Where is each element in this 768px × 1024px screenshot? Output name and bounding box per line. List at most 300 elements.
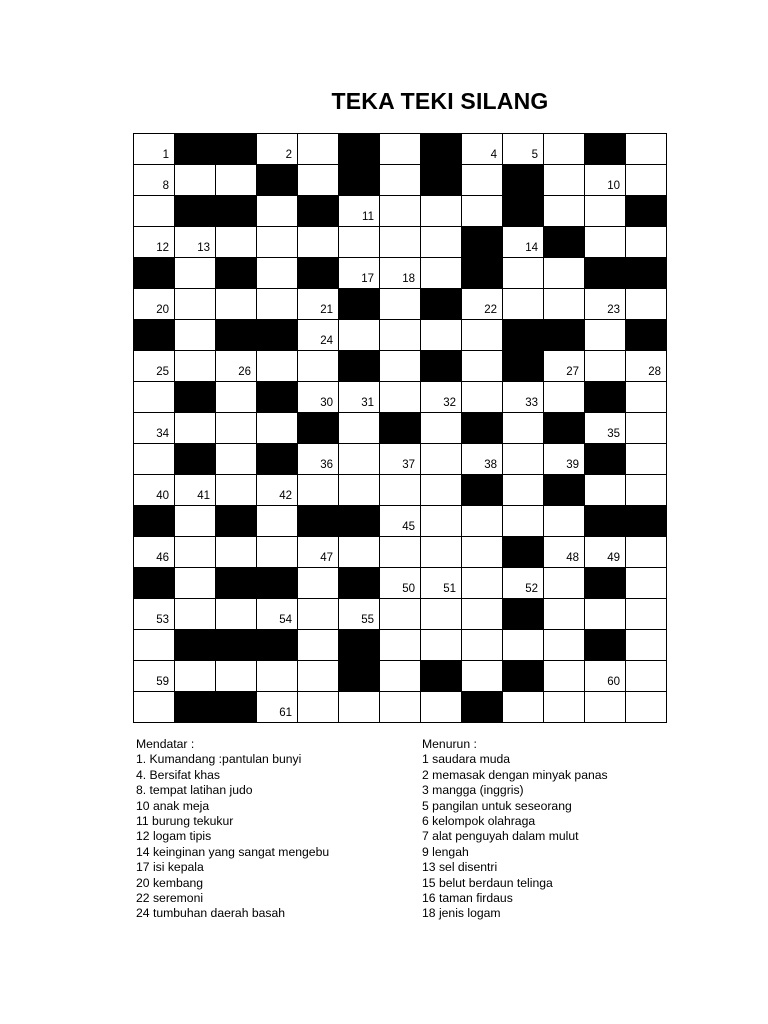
white-square[interactable] bbox=[175, 661, 216, 692]
white-square[interactable] bbox=[257, 599, 298, 630]
down-clue: 15 belut berdaun telinga bbox=[422, 875, 553, 890]
white-square[interactable] bbox=[421, 227, 462, 258]
white-square[interactable] bbox=[216, 382, 257, 413]
clue-number: 33 bbox=[525, 397, 538, 409]
page-title: TEKA TEKI SILANG bbox=[331, 88, 549, 114]
clue-number: 14 bbox=[525, 242, 538, 254]
white-square[interactable] bbox=[544, 351, 585, 382]
down-clue: 13 sel disentri bbox=[422, 860, 498, 875]
white-square[interactable] bbox=[380, 165, 421, 196]
black-square bbox=[134, 506, 175, 537]
white-square[interactable] bbox=[503, 413, 544, 444]
down-clue-list bbox=[422, 752, 692, 921]
across-clue: 11 burung tekukur bbox=[136, 814, 234, 829]
white-square[interactable] bbox=[380, 630, 421, 661]
white-square[interactable] bbox=[380, 320, 421, 351]
crossword-grid bbox=[133, 133, 667, 723]
white-square[interactable] bbox=[544, 196, 585, 227]
white-square[interactable] bbox=[216, 444, 257, 475]
white-square[interactable] bbox=[134, 382, 175, 413]
down-heading: Menurun : bbox=[422, 737, 477, 751]
white-square[interactable] bbox=[544, 444, 585, 475]
black-square bbox=[216, 134, 257, 165]
white-square[interactable] bbox=[585, 537, 626, 568]
black-square bbox=[257, 444, 298, 475]
black-square bbox=[585, 134, 626, 165]
white-square[interactable] bbox=[175, 289, 216, 320]
white-square[interactable] bbox=[544, 134, 585, 165]
white-square[interactable] bbox=[257, 506, 298, 537]
white-square[interactable] bbox=[503, 289, 544, 320]
white-square[interactable] bbox=[544, 506, 585, 537]
white-square[interactable] bbox=[298, 599, 339, 630]
white-square[interactable] bbox=[175, 568, 216, 599]
black-square bbox=[462, 692, 503, 723]
across-clue: 8. tempat latihan judo bbox=[136, 783, 253, 798]
clue-number: 17 bbox=[361, 273, 374, 285]
white-square[interactable] bbox=[380, 475, 421, 506]
white-square[interactable] bbox=[216, 599, 257, 630]
black-square bbox=[462, 475, 503, 506]
black-square bbox=[257, 165, 298, 196]
white-square[interactable] bbox=[503, 382, 544, 413]
white-square[interactable] bbox=[339, 475, 380, 506]
white-square[interactable] bbox=[544, 537, 585, 568]
white-square[interactable] bbox=[626, 351, 667, 382]
white-square[interactable] bbox=[257, 413, 298, 444]
white-square[interactable] bbox=[175, 537, 216, 568]
white-square[interactable] bbox=[544, 258, 585, 289]
black-square bbox=[503, 351, 544, 382]
black-square bbox=[339, 630, 380, 661]
across-clue: 10 anak meja bbox=[136, 798, 210, 813]
black-square bbox=[544, 227, 585, 258]
clue-number: 8 bbox=[162, 180, 169, 192]
white-square[interactable] bbox=[134, 692, 175, 723]
white-square[interactable] bbox=[626, 568, 667, 599]
white-square[interactable] bbox=[626, 475, 667, 506]
white-square[interactable] bbox=[462, 568, 503, 599]
black-square bbox=[462, 413, 503, 444]
white-square[interactable] bbox=[421, 568, 462, 599]
clue-number: 28 bbox=[648, 366, 661, 378]
white-square[interactable] bbox=[339, 413, 380, 444]
down-clue: 6 kelompok olahraga bbox=[422, 814, 536, 829]
white-square[interactable] bbox=[503, 630, 544, 661]
white-square[interactable] bbox=[298, 537, 339, 568]
black-square bbox=[585, 630, 626, 661]
white-square[interactable] bbox=[544, 382, 585, 413]
black-square bbox=[339, 351, 380, 382]
white-square[interactable] bbox=[257, 289, 298, 320]
white-square[interactable] bbox=[298, 165, 339, 196]
white-square[interactable] bbox=[503, 258, 544, 289]
white-square[interactable] bbox=[134, 630, 175, 661]
white-square[interactable] bbox=[339, 382, 380, 413]
white-square[interactable] bbox=[175, 413, 216, 444]
white-square[interactable] bbox=[380, 444, 421, 475]
white-square[interactable] bbox=[257, 692, 298, 723]
white-square[interactable] bbox=[585, 320, 626, 351]
white-square[interactable] bbox=[503, 568, 544, 599]
across-clue: 4. Bersifat khas bbox=[136, 767, 220, 782]
black-square bbox=[421, 661, 462, 692]
clue-number: 27 bbox=[566, 366, 579, 378]
clue-number: 55 bbox=[361, 614, 374, 626]
white-square[interactable] bbox=[380, 227, 421, 258]
white-square[interactable] bbox=[462, 537, 503, 568]
white-square[interactable] bbox=[421, 506, 462, 537]
black-square bbox=[257, 382, 298, 413]
white-square[interactable] bbox=[134, 289, 175, 320]
white-square[interactable] bbox=[257, 134, 298, 165]
white-square[interactable] bbox=[462, 599, 503, 630]
white-square[interactable] bbox=[585, 196, 626, 227]
white-square[interactable] bbox=[134, 444, 175, 475]
black-square bbox=[503, 165, 544, 196]
white-square[interactable] bbox=[626, 444, 667, 475]
white-square[interactable] bbox=[585, 661, 626, 692]
black-square bbox=[339, 134, 380, 165]
white-square[interactable] bbox=[134, 599, 175, 630]
white-square[interactable] bbox=[421, 444, 462, 475]
white-square[interactable] bbox=[339, 196, 380, 227]
white-square[interactable] bbox=[503, 692, 544, 723]
black-square bbox=[421, 351, 462, 382]
white-square[interactable] bbox=[421, 475, 462, 506]
black-square bbox=[503, 196, 544, 227]
white-square[interactable] bbox=[175, 320, 216, 351]
white-square[interactable] bbox=[134, 661, 175, 692]
clue-number: 61 bbox=[279, 707, 292, 719]
white-square[interactable] bbox=[298, 320, 339, 351]
white-square[interactable] bbox=[175, 475, 216, 506]
white-square[interactable] bbox=[257, 661, 298, 692]
black-square bbox=[298, 506, 339, 537]
black-square bbox=[257, 320, 298, 351]
white-square[interactable] bbox=[585, 475, 626, 506]
white-square[interactable] bbox=[380, 351, 421, 382]
clue-number: 54 bbox=[279, 614, 292, 626]
white-square[interactable] bbox=[462, 351, 503, 382]
white-square[interactable] bbox=[421, 630, 462, 661]
clue-number: 10 bbox=[607, 180, 620, 192]
white-square[interactable] bbox=[503, 134, 544, 165]
white-square[interactable] bbox=[380, 506, 421, 537]
black-square bbox=[216, 320, 257, 351]
down-clue: 9 lengah bbox=[422, 844, 469, 859]
clue-number: 46 bbox=[156, 552, 169, 564]
white-square[interactable] bbox=[380, 258, 421, 289]
white-square[interactable] bbox=[380, 134, 421, 165]
white-square[interactable] bbox=[544, 165, 585, 196]
white-square[interactable] bbox=[380, 568, 421, 599]
white-square[interactable] bbox=[421, 692, 462, 723]
white-square[interactable] bbox=[503, 506, 544, 537]
down-clue: 5 pangilan untuk seseorang bbox=[422, 798, 572, 813]
across-clue-list bbox=[136, 752, 406, 921]
white-square[interactable] bbox=[339, 537, 380, 568]
clue-number: 31 bbox=[361, 397, 374, 409]
white-square[interactable] bbox=[585, 227, 626, 258]
white-square[interactable] bbox=[585, 351, 626, 382]
black-square bbox=[462, 258, 503, 289]
white-square[interactable] bbox=[134, 196, 175, 227]
white-square[interactable] bbox=[339, 258, 380, 289]
white-square[interactable] bbox=[626, 134, 667, 165]
clue-number: 21 bbox=[320, 304, 333, 316]
across-clue: 20 kembang bbox=[136, 875, 204, 890]
white-square[interactable] bbox=[585, 599, 626, 630]
white-square[interactable] bbox=[626, 692, 667, 723]
clue-number: 11 bbox=[362, 211, 374, 223]
black-square bbox=[175, 692, 216, 723]
white-square[interactable] bbox=[298, 382, 339, 413]
white-square[interactable] bbox=[216, 165, 257, 196]
white-square[interactable] bbox=[462, 630, 503, 661]
clue-number: 39 bbox=[566, 459, 579, 471]
clue-number: 20 bbox=[156, 304, 169, 316]
white-square[interactable] bbox=[421, 413, 462, 444]
black-square bbox=[585, 568, 626, 599]
white-square[interactable] bbox=[585, 692, 626, 723]
white-square[interactable] bbox=[626, 599, 667, 630]
black-square bbox=[626, 320, 667, 351]
black-square bbox=[339, 165, 380, 196]
white-square[interactable] bbox=[626, 537, 667, 568]
white-square[interactable] bbox=[339, 692, 380, 723]
black-square bbox=[421, 165, 462, 196]
black-square bbox=[585, 382, 626, 413]
clue-number: 5 bbox=[531, 149, 538, 161]
white-square[interactable] bbox=[257, 537, 298, 568]
clue-number: 53 bbox=[156, 614, 169, 626]
white-square[interactable] bbox=[257, 227, 298, 258]
white-square[interactable] bbox=[626, 413, 667, 444]
clue-number: 36 bbox=[320, 459, 333, 471]
white-square[interactable] bbox=[175, 165, 216, 196]
white-square[interactable] bbox=[380, 289, 421, 320]
down-clue: 2 memasak dengan minyak panas bbox=[422, 767, 608, 782]
white-square[interactable] bbox=[626, 289, 667, 320]
clue-number: 2 bbox=[285, 149, 292, 161]
across-clues bbox=[136, 737, 406, 922]
black-square bbox=[421, 134, 462, 165]
white-square[interactable] bbox=[421, 320, 462, 351]
white-square[interactable] bbox=[380, 382, 421, 413]
white-square[interactable] bbox=[421, 196, 462, 227]
clue-number: 22 bbox=[484, 304, 497, 316]
clue-number: 25 bbox=[156, 366, 169, 378]
black-square bbox=[134, 258, 175, 289]
white-square[interactable] bbox=[380, 196, 421, 227]
down-clues bbox=[422, 737, 692, 922]
white-square[interactable] bbox=[134, 351, 175, 382]
white-square[interactable] bbox=[421, 258, 462, 289]
black-square bbox=[298, 196, 339, 227]
clue-number: 30 bbox=[320, 397, 333, 409]
white-square[interactable] bbox=[298, 568, 339, 599]
white-square[interactable] bbox=[216, 661, 257, 692]
black-square bbox=[626, 258, 667, 289]
white-square[interactable] bbox=[462, 382, 503, 413]
across-clue: 12 logam tipis bbox=[136, 829, 212, 844]
down-clue: 16 taman firdaus bbox=[422, 891, 513, 906]
white-square[interactable] bbox=[298, 661, 339, 692]
white-square[interactable] bbox=[503, 227, 544, 258]
white-square[interactable] bbox=[216, 537, 257, 568]
white-square[interactable] bbox=[626, 165, 667, 196]
white-square[interactable] bbox=[175, 227, 216, 258]
clue-number: 37 bbox=[402, 459, 415, 471]
clue-number: 42 bbox=[279, 490, 292, 502]
black-square bbox=[462, 227, 503, 258]
white-square[interactable] bbox=[175, 351, 216, 382]
down-clue: 7 alat penguyah dalam mulut bbox=[422, 829, 579, 844]
white-square[interactable] bbox=[298, 227, 339, 258]
white-square[interactable] bbox=[298, 351, 339, 382]
clue-number: 48 bbox=[566, 552, 579, 564]
black-square bbox=[134, 568, 175, 599]
black-square bbox=[339, 289, 380, 320]
clue-number: 47 bbox=[320, 552, 333, 564]
white-square[interactable] bbox=[339, 599, 380, 630]
clue-number: 34 bbox=[156, 428, 169, 440]
clue-number: 52 bbox=[525, 583, 538, 595]
white-square[interactable] bbox=[503, 475, 544, 506]
white-square[interactable] bbox=[462, 444, 503, 475]
black-square bbox=[421, 289, 462, 320]
white-square[interactable] bbox=[216, 351, 257, 382]
white-square[interactable] bbox=[298, 630, 339, 661]
white-square[interactable] bbox=[421, 599, 462, 630]
white-square[interactable] bbox=[544, 599, 585, 630]
clue-number: 35 bbox=[607, 428, 620, 440]
white-square[interactable] bbox=[585, 289, 626, 320]
clue-number: 32 bbox=[443, 397, 456, 409]
white-square[interactable] bbox=[134, 227, 175, 258]
black-square bbox=[134, 320, 175, 351]
white-square[interactable] bbox=[175, 506, 216, 537]
white-square[interactable] bbox=[257, 351, 298, 382]
black-square bbox=[175, 444, 216, 475]
white-square[interactable] bbox=[462, 506, 503, 537]
black-square bbox=[216, 692, 257, 723]
white-square[interactable] bbox=[298, 134, 339, 165]
white-square[interactable] bbox=[462, 289, 503, 320]
white-square[interactable] bbox=[380, 599, 421, 630]
across-clue: 24 tumbuhan daerah basah bbox=[136, 906, 286, 921]
clue-number: 13 bbox=[197, 242, 210, 254]
black-square bbox=[544, 413, 585, 444]
down-clue: 3 mangga (inggris) bbox=[422, 783, 524, 798]
black-square bbox=[175, 196, 216, 227]
white-square[interactable] bbox=[626, 382, 667, 413]
white-square[interactable] bbox=[380, 537, 421, 568]
black-square bbox=[257, 568, 298, 599]
white-square[interactable] bbox=[216, 227, 257, 258]
black-square bbox=[175, 382, 216, 413]
black-square bbox=[216, 506, 257, 537]
black-square bbox=[544, 475, 585, 506]
white-square[interactable] bbox=[339, 320, 380, 351]
white-square[interactable] bbox=[257, 258, 298, 289]
clue-number: 4 bbox=[490, 149, 497, 161]
black-square bbox=[380, 413, 421, 444]
black-square bbox=[216, 630, 257, 661]
white-square[interactable] bbox=[298, 692, 339, 723]
white-square[interactable] bbox=[626, 630, 667, 661]
white-square[interactable] bbox=[216, 289, 257, 320]
white-square[interactable] bbox=[134, 537, 175, 568]
white-square[interactable] bbox=[421, 537, 462, 568]
white-square[interactable] bbox=[544, 630, 585, 661]
white-square[interactable] bbox=[462, 661, 503, 692]
down-clue: 18 jenis logam bbox=[422, 906, 501, 921]
white-square[interactable] bbox=[503, 444, 544, 475]
clue-number: 38 bbox=[484, 459, 497, 471]
black-square bbox=[257, 630, 298, 661]
white-square[interactable] bbox=[462, 196, 503, 227]
white-square[interactable] bbox=[257, 475, 298, 506]
white-square[interactable] bbox=[134, 165, 175, 196]
white-square[interactable] bbox=[626, 227, 667, 258]
white-square[interactable] bbox=[175, 599, 216, 630]
white-square[interactable] bbox=[380, 661, 421, 692]
white-square[interactable] bbox=[544, 661, 585, 692]
white-square[interactable] bbox=[216, 413, 257, 444]
black-square bbox=[503, 599, 544, 630]
white-square[interactable] bbox=[257, 196, 298, 227]
white-square[interactable] bbox=[544, 289, 585, 320]
white-square[interactable] bbox=[462, 320, 503, 351]
white-square[interactable] bbox=[380, 692, 421, 723]
across-heading: Mendatar : bbox=[136, 737, 195, 751]
clue-number: 51 bbox=[443, 583, 456, 595]
black-square bbox=[626, 196, 667, 227]
black-square bbox=[503, 661, 544, 692]
white-square[interactable] bbox=[585, 413, 626, 444]
white-square[interactable] bbox=[339, 444, 380, 475]
white-square[interactable] bbox=[134, 475, 175, 506]
black-square bbox=[175, 134, 216, 165]
white-square[interactable] bbox=[544, 692, 585, 723]
white-square[interactable] bbox=[626, 661, 667, 692]
white-square[interactable] bbox=[298, 289, 339, 320]
black-square bbox=[216, 258, 257, 289]
white-square[interactable] bbox=[175, 258, 216, 289]
white-square[interactable] bbox=[134, 413, 175, 444]
white-square[interactable] bbox=[216, 475, 257, 506]
clue-number: 60 bbox=[607, 676, 620, 688]
white-square[interactable] bbox=[298, 444, 339, 475]
white-square[interactable] bbox=[134, 134, 175, 165]
black-square bbox=[339, 506, 380, 537]
white-square[interactable] bbox=[462, 134, 503, 165]
white-square[interactable] bbox=[298, 475, 339, 506]
white-square[interactable] bbox=[339, 227, 380, 258]
clue-number: 24 bbox=[320, 335, 333, 347]
white-square[interactable] bbox=[585, 165, 626, 196]
black-square bbox=[585, 258, 626, 289]
white-square[interactable] bbox=[421, 382, 462, 413]
clue-number: 12 bbox=[156, 242, 169, 254]
white-square[interactable] bbox=[462, 165, 503, 196]
clue-number: 50 bbox=[402, 583, 415, 595]
black-square bbox=[175, 630, 216, 661]
black-square bbox=[626, 506, 667, 537]
white-square[interactable] bbox=[544, 568, 585, 599]
